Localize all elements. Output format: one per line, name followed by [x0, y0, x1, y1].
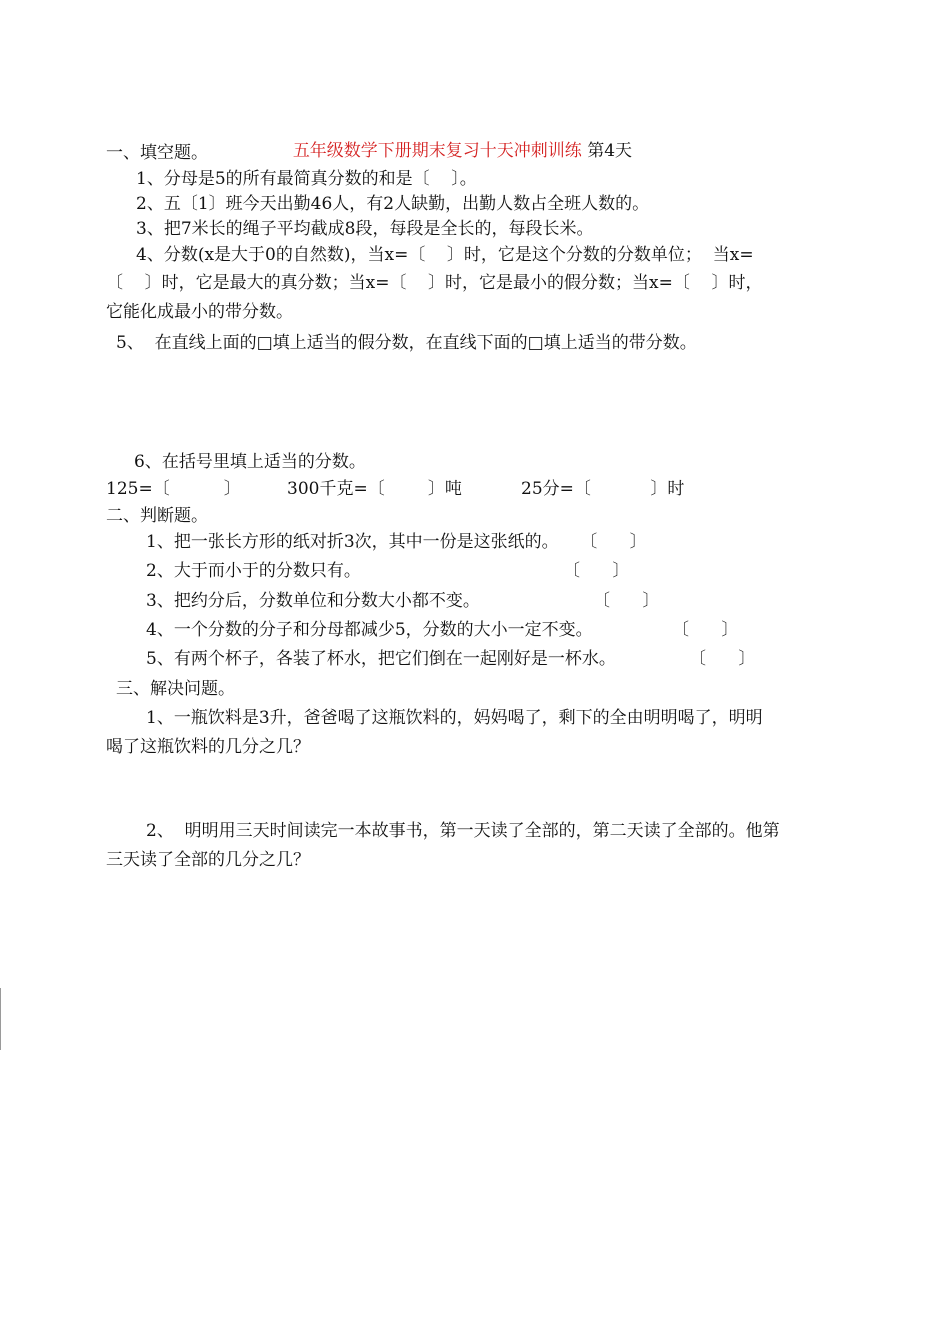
section3-heading: 三、解决问题。: [116, 679, 235, 699]
judge-item-5-bracket: 〔 〕: [689, 649, 756, 669]
judge-item-3: 3、把约分后，分数单位和分数大小都不变。: [146, 591, 480, 611]
fill-question-6: 6、在括号里填上适当的分数。: [134, 452, 366, 472]
fill-question-4-line1: 4、分数(x是大于0的自然数)，当x=〔 〕时，它是这个分数的分数单位； 当x=: [136, 245, 754, 265]
fill-question-1: 1、分母是5的所有最简真分数的和是〔 〕。: [136, 169, 477, 189]
section2-heading: 二、判断题。: [106, 506, 208, 526]
solve-question-2-line1: 2、 明明用三天时间读完一本故事书，第一天读了全部的，第二天读了全部的。他第: [146, 821, 780, 841]
fill-question-2: 2、五〔1〕班今天出勤46人，有2人缺勤，出勤人数占全班人数的。: [136, 194, 650, 214]
judge-item-2: 2、大于而小于的分数只有。: [146, 561, 361, 581]
page-title: [282, 118, 632, 162]
judge-item-3-bracket: 〔 〕: [593, 591, 660, 611]
judge-item-5: 5、有两个杯子，各装了杯水，把它们倒在一起刚好是一杯水。: [146, 649, 616, 669]
judge-item-2-bracket: 〔 〕: [563, 561, 630, 581]
section1-heading: 一、填空题。: [106, 143, 208, 163]
q6-item-1: 125=〔 〕: [106, 479, 241, 499]
title-main: 五年级数学下册期末复习十天冲刺训练: [292, 141, 582, 161]
fill-question-4-line3: 它能化成最小的带分数。: [106, 302, 293, 322]
judge-item-1: 1、把一张长方形的纸对折3次，其中一份是这张纸的。 〔 〕: [146, 532, 647, 552]
solve-question-2-line2: 三天读了全部的几分之几？: [106, 850, 310, 870]
margin-line: [0, 988, 1, 1050]
fill-question-3: 3、把7米长的绳子平均截成8段，每段是全长的，每段长米。: [136, 219, 594, 239]
q6-item-2: 300千克=〔 〕吨: [287, 479, 462, 499]
q6-item-3: 25分=〔 〕时: [521, 479, 685, 499]
solve-question-1-line1: 1、一瓶饮料是3升，爸爸喝了这瓶饮料的，妈妈喝了，剩下的全由明明喝了，明明: [146, 708, 763, 728]
fill-question-5: 5、 在直线上面的□填上适当的假分数，在直线下面的□填上适当的带分数。: [116, 333, 697, 353]
title-day: 第4天: [587, 141, 633, 161]
solve-question-1-line2: 喝了这瓶饮料的几分之几？: [106, 737, 310, 757]
judge-item-4-bracket: 〔 〕: [672, 620, 739, 640]
judge-item-4: 4、一个分数的分子和分母都减少5，分数的大小一定不变。: [146, 620, 593, 640]
fill-question-4-line2: 〔 〕时，它是最大的真分数；当x=〔 〕时，它是最小的假分数；当x=〔 〕时，: [106, 273, 763, 293]
